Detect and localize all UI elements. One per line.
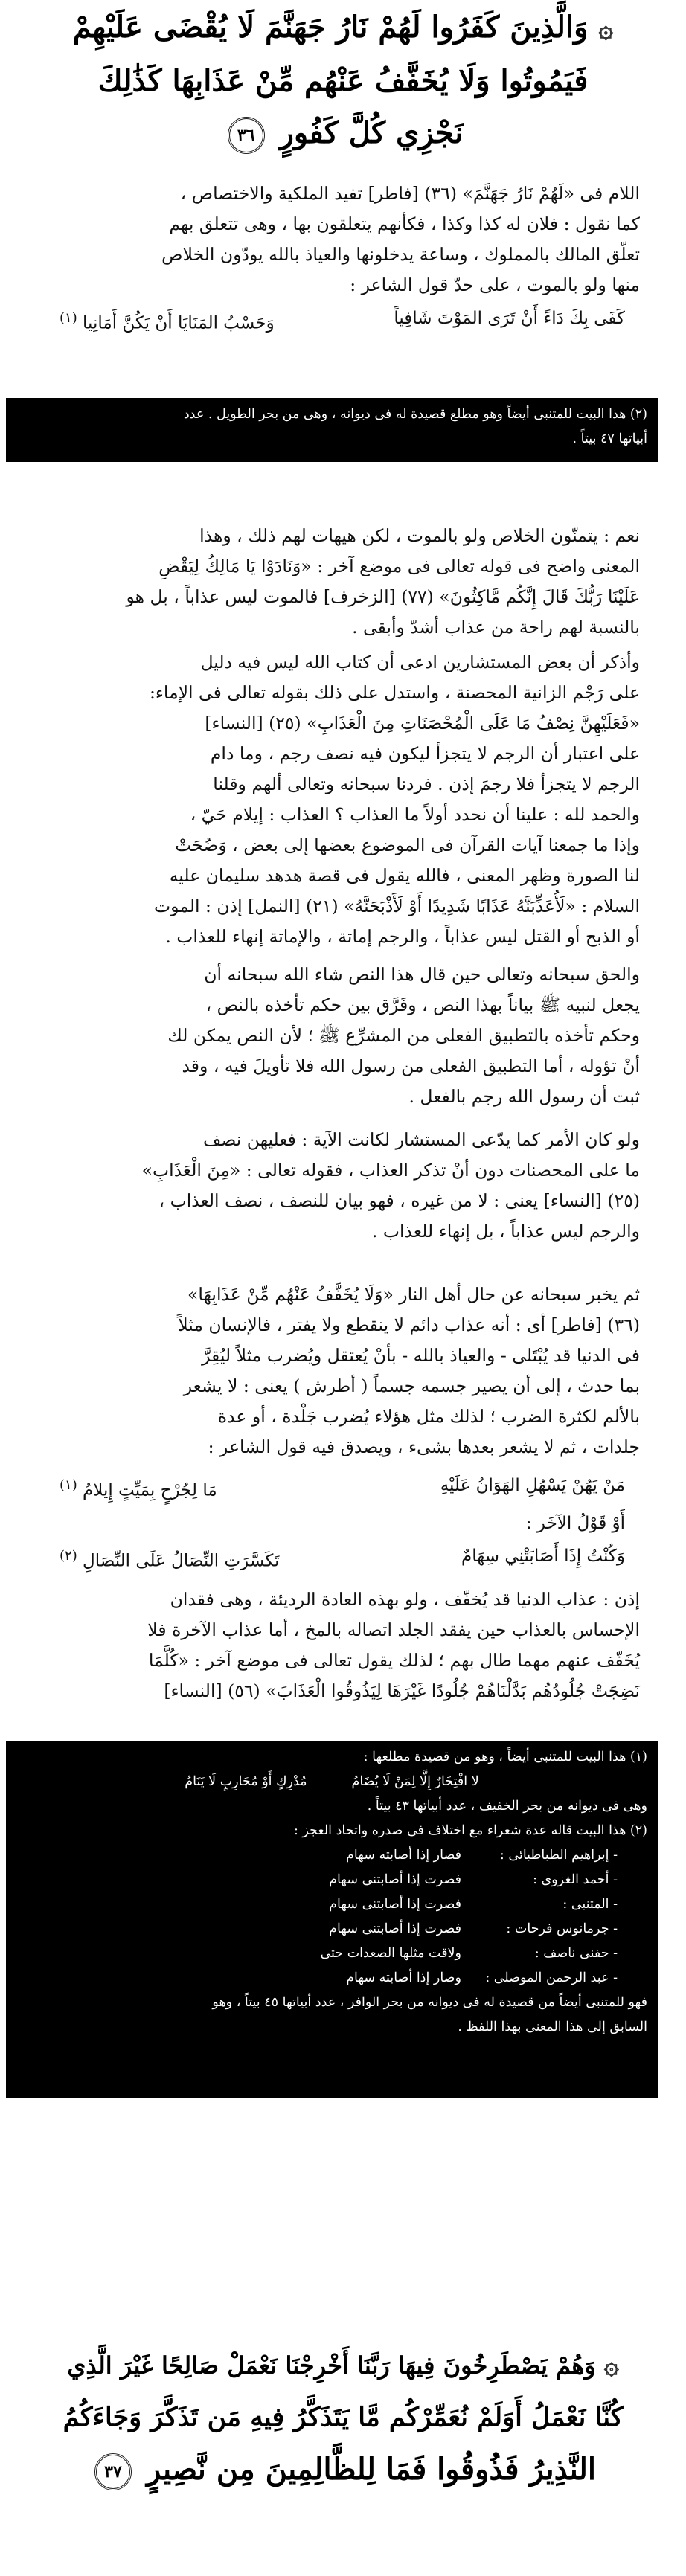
text-line: ما على المحصنات دون أنْ تذكر العذاب ، فقوله تعالى : «مِنَ الْعَذَابِ» <box>141 1160 640 1181</box>
poet-verse: وصار إذا أصابته سهام <box>346 1970 461 1985</box>
footnote-hemistich-left: مُدْرِكٍ أَوْ مُحَارِبٍ لَا يَنَامُ <box>185 1774 307 1789</box>
footnote-line: فهو للمتنبى أيضاً من قصيدة له فى ديوانه من بحر الوافر ، عدد أبياتها ٤٥ بيتاً ، وهو <box>212 1995 647 2010</box>
poet-name: - أحمد الغزوى : <box>533 1872 618 1887</box>
text-line: ولو كان الأمر كما يدّعى المستشار لكانت الآية : فعليهن نصف <box>203 1129 640 1150</box>
verse-ornament-icon: ۞ <box>598 14 614 44</box>
poem-hemistich-left: مَا لِجُرْحٍ بِمَيِّتٍ إِيلامُ <box>83 1480 217 1500</box>
verse-ornament-icon: ۞ <box>603 2351 619 2380</box>
poet-name: - المتنبى : <box>562 1897 618 1912</box>
text-line: لنا الصورة وظهر المعنى ، فالله يقول فى قصة هدهد سليمان عليه <box>169 865 640 886</box>
text-line: (٢٥) [النساء] يعنى : لا من غيره ، فهو بيان للنصف ، نصف العذاب ، <box>158 1190 640 1211</box>
text-line: يُخَفّف عنهم مهما طال بهم ؛ لذلك يقول تعالى فى موضع آخر : «كُلَّمَا <box>148 1650 640 1671</box>
text-line: كما نقول : فلان له كذا وكذا ، فكأنهم يتعلقون بها ، وهى تتعلق بهم <box>169 213 640 234</box>
footnote-line: السابق إلى هذا المعنى بهذا اللفظ . <box>458 2020 647 2034</box>
text-line: نَضِجَتْ جُلُودُهُم بَدَّلْنَاهُمْ جُلُودًا غَيْرَهَا لِيَذُوقُوا الْعَذَابَ» (٥٦) [النساء] <box>164 1680 640 1701</box>
paragraph-6 <box>46 1279 640 1462</box>
list-item <box>16 1843 647 1868</box>
poet-name: - حفنى ناصف : <box>534 1946 618 1961</box>
text-line: (٣٦) [فاطر] أى : أنه عذاب دائم لا ينقطع ولا يفتر ، فالإنسان مثلاً <box>178 1314 640 1335</box>
footnote-mark: (١) <box>60 310 77 326</box>
poem-2 <box>60 1469 625 1577</box>
text-line: وحكم تأخذه بالتطبيق الفعلى من المشرِّع ﷺ ؛ لأن النص يمكن لك <box>167 1025 640 1046</box>
text-line: جلدات ، ثم لا يشعر بعدها بشىء ، ويصدق فيه قول الشاعر : <box>208 1436 640 1457</box>
text-line: عَلَيْنَا رَبُّكَ قَالَ إِنَّكُم مَّاكِثُونَ» (٧٧) [الزخرف] فالموت ليس عذاباً ، بل هو <box>126 586 640 607</box>
poets-list <box>16 1843 647 1991</box>
text-line: أنْ تؤوله ، أما التطبيق الفعلى من رسول الله فلا تأويلَ فيه ، وقد <box>182 1056 640 1076</box>
paragraph-1 <box>46 179 640 301</box>
verse-line: فَيَمُوتُوا وَلَا يُخَفَّفُ عَنْهُم مِّنْ عَذَابِهَا كَذَٰلِكَ <box>97 63 589 98</box>
text-line: والحمد لله : علينا أن نحدد أولاً ما العذاب ؟ العذاب : إيلام حَيّ ، <box>190 804 640 825</box>
list-item <box>16 1917 647 1941</box>
footnote-line: أبياتها ٤٧ بيتاً . <box>572 431 647 446</box>
poet-verse: فصرت إذا أصابتنى سهام <box>329 1872 461 1887</box>
poet-verse: ولاقت مثلها الصعدات حتى <box>320 1946 461 1961</box>
verse-line: نَجْزِي كُلَّ كَفُورٍ <box>279 115 464 150</box>
list-item <box>16 1868 647 1892</box>
poem-hemistich-right: مَنْ يَهُنْ يَسْهُلِ الهَوَانُ عَلَيْهِ <box>440 1476 625 1495</box>
list-item <box>16 1941 647 1966</box>
text-line: «فَعَلَيْهِنَّ نِصْفُ مَا عَلَى الْمُحْصَنَاتِ مِنَ الْعَذَابِ» (٢٥) [النساء] <box>205 713 640 733</box>
poet-name: - عبد الرحمن الموصلى : <box>485 1970 618 1985</box>
text-line: على رَجْم الزانية المحصنة ، واستدل على ذلك بقوله تعالى فى الإماء: <box>149 682 640 703</box>
text-line: نعم : يتمنّون الخلاص ولو بالموت ، لكن هيهات لهم ذلك ، وهذا <box>199 525 640 546</box>
text-line: وإذا ما جمعنا آيات القرآن فى الموضوع بعضها إلى بعض ، وَضُحَتْ <box>175 835 640 855</box>
text-line: على اعتبار أن الرجم لا يتجزأ ليكون فيه نصف رجم ، وما دام <box>210 743 640 764</box>
text-line: المعنى واضح فى قوله تعالى فى موضع آخر : «وَنَادَوْا يَا مَالِكُ لِيَقْضِ <box>158 556 640 576</box>
text-line: بما حدث ، إلى أن يصير جسمه جسماً ( أطرش ) يعنى : لا يشعر <box>183 1375 640 1396</box>
ayah-number-icon: ٣٦ <box>228 117 265 154</box>
footnote-line: (٢) هذا البيت قاله عدة شعراء مع اختلاف فى صدره واتحاد العجز : <box>293 1823 647 1838</box>
poem-hemistich-right: كَفَى بِكَ دَاءً أَنْ تَرَى المَوْتَ شَافِياً <box>394 309 625 328</box>
poet-verse: فصرت إذا أصابتنى سهام <box>329 1921 461 1936</box>
text-line: تعلّق المالك بالمملوك ، وساعة يدخلونها والعياذ بالله يودّون الخلاص <box>161 244 640 265</box>
list-item <box>16 1966 647 1991</box>
poem-intro: أَوْ قَوْلُ الآخَر : <box>525 1513 625 1533</box>
paragraph-3 <box>46 647 640 952</box>
verse-line: وَهُمْ يَصْطَرِخُونَ فِيهَا رَبَّنَا أَخْرِجْنَا نَعْمَلْ صَالِحًا غَيْرَ الَّذِي <box>67 2351 596 2380</box>
list-item <box>16 1892 647 1917</box>
paragraph-5 <box>46 1125 640 1247</box>
text-line: والرجم ليس عذاباً ، بل إنهاء للعذاب . <box>371 1221 640 1242</box>
verse-line: النَّذِيرُ فَذُوقُوا فَمَا لِلظَّالِمِينَ مِن نَّصِيرٍ <box>146 2452 596 2487</box>
text-line: الإحساس بالعذاب حين يفقد الجلد اتصاله بالمخ ، أما عذاب الآخرة فلا <box>147 1619 640 1640</box>
poet-verse: فصار إذا أصابته سهام <box>345 1848 461 1863</box>
paragraph-2 <box>46 521 640 643</box>
text-line: فى الدنيا قد يُبْتَلى - والعياذ بالله - بأنْ يُعتقل ويُضرب مثلاً ليُقِرَّ <box>202 1345 640 1366</box>
verse-line: وَالَّذِينَ كَفَرُوا لَهُمْ نَارُ جَهَنَّمَ لَا يُقْضَى عَلَيْهِمْ <box>72 10 589 45</box>
text-line: يجعل لنبيه ﷺ بياناً بهذا النص ، وفَرَّق بين حكم تأخذه بالنص ، <box>205 995 640 1015</box>
text-line: والحق سبحانه وتعالى حين قال هذا النص شاء الله سبحانه أن <box>204 964 640 985</box>
text-line: وأذكر أن بعض المستشارين ادعى أن كتاب الله ليس فيه دليل <box>200 652 640 672</box>
poem-hemistich-left: تَكَسَّرَتِ النِّصَالُ عَلَى النِّصَالِ <box>83 1551 280 1571</box>
text-line: بالنسبة لهم راحة من عذاب أشدّ وأبقى . <box>352 617 640 637</box>
paragraph-7 <box>46 1584 640 1706</box>
paragraph-4 <box>46 960 640 1112</box>
poet-verse: فصرت إذا أصابتنى سهام <box>329 1897 461 1912</box>
poem-1 <box>60 302 625 340</box>
text-line: ثم يخبر سبحانه عن حال أهل النار «وَلَا يُخَفَّفُ عَنْهُم مِّنْ عَذَابِهَا» <box>187 1284 640 1305</box>
text-line: اللام فى «لَهُمْ نَارُ جَهَنَّمَ» (٣٦) [فاطر] تفيد الملكية والاختصاص ، <box>180 183 640 204</box>
footnote-box-2 <box>6 1741 658 2098</box>
text-line: ثبت أن رسول الله رجم بالفعل . <box>408 1086 640 1107</box>
footnote-mark: (١) <box>60 1477 77 1493</box>
footnote-hemistich-right: لا افْتِخَارٌ إِلَّا لِمَنْ لَا يُضَامُ <box>351 1774 479 1789</box>
footnote-line: وهى فى ديوانه من بحر الخفيف ، عدد أبياتها ٤٣ بيتاً . <box>367 1799 647 1814</box>
text-line: الرجم لا يتجزأ فلا رجمَ إذن . فردنا سبحانه وتعالى ألهم وقلنا <box>213 774 640 794</box>
verse-block-top <box>60 1 626 159</box>
text-line: أو الذبح أو القتل ليس عذاباً ، والرجم إماتة ، والإماتة إنهاء للعذاب . <box>165 926 640 947</box>
ayah-number-icon: ٣٧ <box>94 2453 132 2490</box>
footnote-line: (٢) هذا البيت للمتنبى أيضاً وهو مطلع قصيدة له فى ديوانه ، وهى من بحر الطويل . عدد <box>183 407 647 422</box>
footnote-mark: (٢) <box>60 1547 77 1564</box>
footnote-verse <box>16 1770 647 1794</box>
poet-name: - جرمانوس فرحات : <box>506 1921 618 1936</box>
verse-block-bottom <box>60 2339 626 2496</box>
text-line: السلام : «لَأُعَذِّبَنَّهُ عَذَابًا شَدِيدًا أَوْ لَأَذْبَحَنَّهُ» (٢١) [النمل] إذن : الموت <box>153 896 640 916</box>
text-line: إذن : عذاب الدنيا قد يُخفّف ، ولو بهذه العادة الرديئة ، وهى فقدان <box>170 1589 640 1610</box>
verse-line: كُنَّا نَعْمَلُ أَوَلَمْ نُعَمِّرْكُم مَّا يَتَذَكَّرُ فِيهِ مَن تَذَكَّرَ وَجَاءَكُمُ <box>62 2402 624 2432</box>
footnote-line: (١) هذا البيت للمتنبى أيضاً ، وهو من قصيدة مطلعها : <box>363 1750 647 1764</box>
text-line: منها ولو بالموت ، على حدّ قول الشاعر : <box>350 274 640 295</box>
poem-hemistich-right: وَكُنْتُ إِذَا أَصَابَتْنِي سِهَامٌ <box>461 1546 625 1566</box>
text-line: بالألم لكثرة الضرب ؛ لذلك مثل هؤلاء يُضرب جَلْدة ، أو عدة <box>217 1406 640 1427</box>
footnote-box-1 <box>6 398 658 462</box>
poem-hemistich-left: وَحَسْبُ المَنَايَا أَنْ يَكُنَّ أَمَانِيا <box>83 313 275 333</box>
poet-name: - إبراهيم الطباطبائى : <box>499 1848 618 1863</box>
